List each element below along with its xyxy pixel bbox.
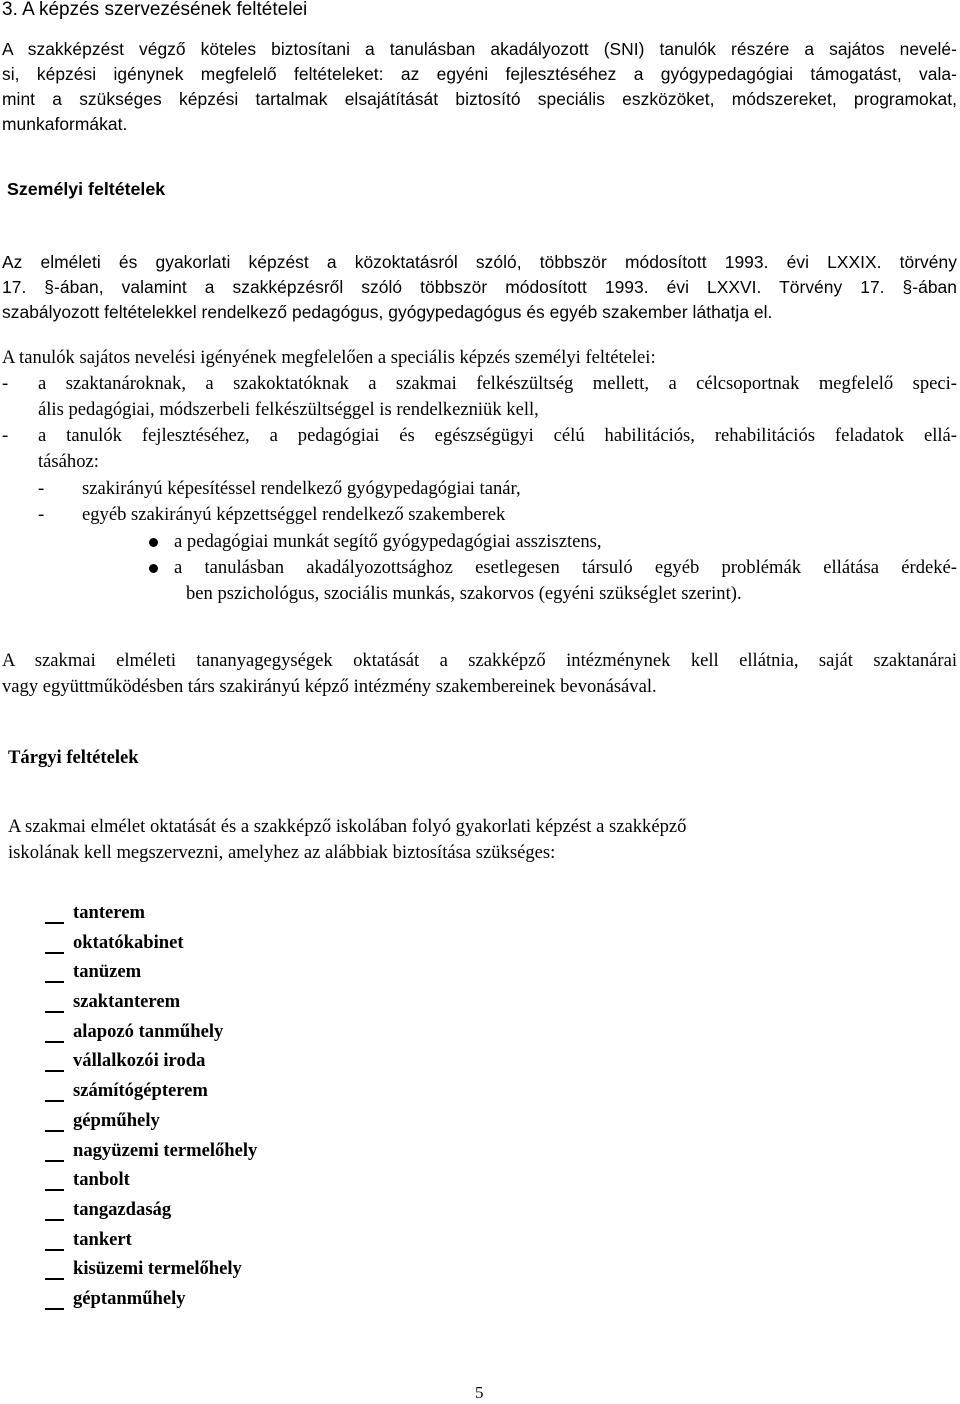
bullet-line: a pedagógiai munkát segítő gyógypedagógiai asszisztens,	[174, 531, 602, 552]
intro-line: A szakképzést végző köteles biztosítani a tanulásban akadályozott (SNI) tanulók részére a sajátos nevelé-	[2, 39, 957, 59]
facility-label: tanüzem	[73, 961, 142, 983]
bullet-icon	[149, 538, 158, 547]
facility-label: tankert	[73, 1228, 132, 1250]
facility-label: tanbolt	[73, 1169, 130, 1191]
dash-icon	[45, 922, 64, 924]
dash-icon	[45, 1249, 64, 1251]
requirement-line: ális pedagógiai, módszerbeli felkészültséggel is rendelkezniük kell,	[38, 399, 539, 420]
bullet-icon	[149, 564, 158, 573]
theory-line: A szakmai elméleti tananyagegységek oktatását a szakképző intézménynek kell ellátnia, saját szaktanárai	[2, 650, 957, 671]
law-line: 17. §-ában, valamint a szakképzésről szóló többször módosított 1993. évi LXXVI. Törvény 17. §-ában	[2, 277, 957, 297]
specialist-label: szakirányú képesítéssel rendelkező gyógypedagógiai tanár,	[82, 478, 521, 499]
dash-marker: -	[38, 478, 45, 499]
dash-icon	[45, 1100, 64, 1102]
dash-icon	[45, 1278, 64, 1280]
dash-icon	[45, 1219, 64, 1221]
bullet-line: ben pszichológus, szociális munkás, szakorvos (egyéni szükséglet szerint).	[186, 583, 742, 604]
requirement-line: tásához:	[38, 451, 99, 472]
facility-label: számítógépterem	[73, 1080, 208, 1102]
law-line: Az elméleti és gyakorlati képzést a közoktatásról szóló, többször módosított 1993. évi LXXIX. törvény	[2, 252, 957, 272]
personal-heading: Személyi feltételek	[7, 179, 166, 199]
facility-label: tanterem	[73, 902, 145, 923]
facility-label: tangazdaság	[73, 1198, 172, 1220]
dash-icon	[45, 981, 64, 983]
dash-marker: -	[2, 425, 9, 446]
page-number: 5	[475, 1383, 484, 1402]
dash-icon	[45, 1189, 64, 1191]
requirements-intro: A tanulók sajátos nevelési igényének megfelelően a speciális képzés személyi feltételei:	[2, 347, 656, 368]
dash-icon	[45, 1070, 64, 1072]
facility-label: szaktanterem	[73, 991, 181, 1013]
theory-line: vagy együttműködésben társ szakirányú képző intézmény szakembereinek bevonásával.	[2, 676, 657, 697]
facility-label: géptanműhely	[73, 1287, 186, 1309]
dash-icon	[45, 952, 64, 954]
intro-line: si, képzési igénynek megfelelő feltételeket: az egyéni fejlesztéséhez a gyógypedagógiai támogatást, vala-	[2, 64, 957, 84]
law-line: szabályozott feltételekkel rendelkező pedagógus, gyógypedagógus és egyéb szakember láthatja el.	[2, 302, 773, 322]
dash-icon	[45, 1041, 64, 1043]
dash-icon	[45, 1308, 64, 1310]
facility-label: vállalkozói iroda	[73, 1050, 206, 1072]
material-intro-line: iskolának kell megszervezni, amelyhez az alábbiak biztosítása szükséges:	[8, 842, 556, 863]
dash-icon	[45, 1011, 64, 1013]
requirement-line: a szaktanároknak, a szakoktatóknak a szakmai felkészültség mellett, a célcsoportnak megfelelő speci-	[38, 373, 957, 394]
intro-line: munkaformákat.	[2, 114, 128, 134]
intro-line: mint a szükséges képzési tartalmak elsajátítását biztosító speciális eszközöket, módszereket, programokat,	[2, 89, 957, 109]
specialist-label: egyéb szakirányú képzettséggel rendelkező szakemberek	[82, 504, 506, 525]
material-heading: Tárgyi feltételek	[8, 747, 139, 768]
requirement-line: a tanulók fejlesztéséhez, a pedagógiai és egészségügyi célú habilitációs, rehabilitációs feladatok ellá-	[38, 425, 957, 446]
material-intro-line: A szakmai elmélet oktatását és a szakképző iskolában folyó gyakorlati képzést a szakképző	[8, 816, 687, 837]
dash-icon	[45, 1130, 64, 1132]
dash-marker: -	[2, 373, 9, 394]
dash-marker: -	[38, 504, 45, 525]
facility-label: kisüzemi termelőhely	[73, 1258, 242, 1280]
section-heading: 3. A képzés szervezésének feltételei	[2, 0, 308, 20]
facility-label: gépműhely	[73, 1109, 160, 1131]
dash-icon	[45, 1160, 64, 1162]
facility-label: alapozó tanműhely	[73, 1020, 224, 1042]
bullet-line: a tanulásban akadályozottsághoz esetlegesen társuló egyéb problémák ellátása érdeké-	[174, 557, 957, 578]
facility-label: nagyüzemi termelőhely	[73, 1139, 258, 1161]
facility-label: oktatókabinet	[73, 931, 184, 953]
